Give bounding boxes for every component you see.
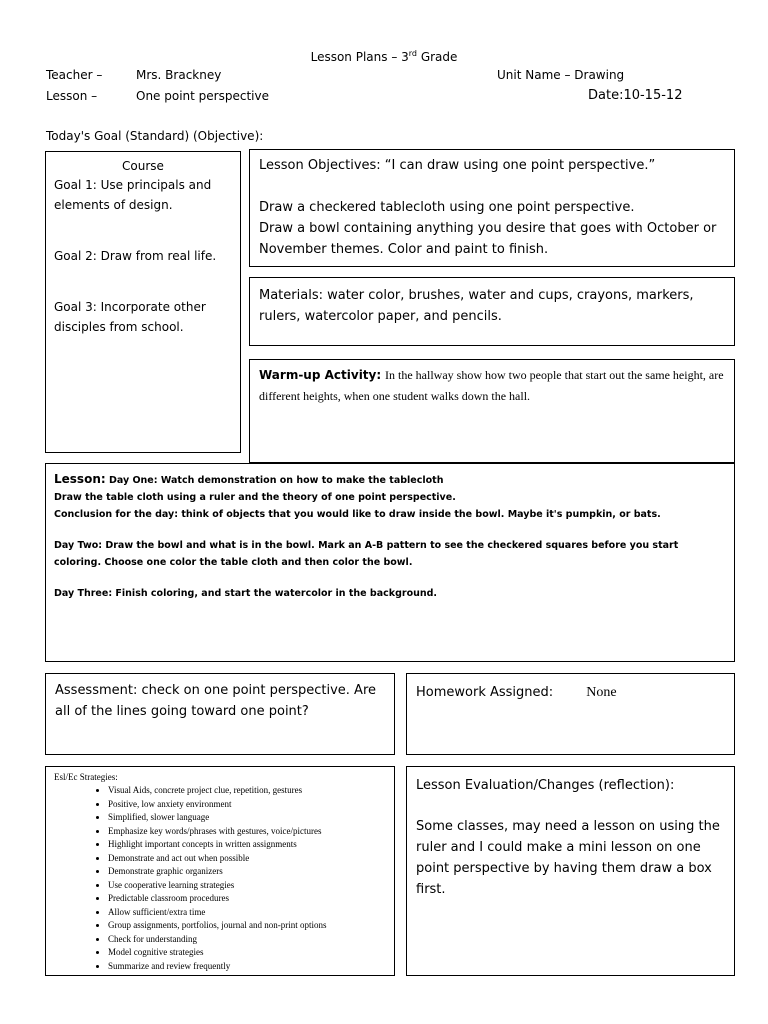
list-item: • Simplified, slower language [108,811,386,825]
warmup-text: In the hallway show how two people that start out the same height, are different heights, when one student walks down the hall. [259,368,724,403]
lesson-name: One point perspective [136,89,269,103]
list-item: • Highlight important concepts in written assignments [108,838,386,852]
title-suffix: Grade [417,50,458,64]
evaluation-heading: Lesson Evaluation/Changes (reflection): [416,778,675,793]
list-item: • Group assignments, portfolios, journal and non-print options [108,919,386,933]
teacher-name: Mrs. Brackney [136,68,222,82]
goal-1: Goal 1: Use principals and elements of design. [54,178,212,212]
title-superscript: rd [408,49,417,58]
lesson-date: Date:10-15-12 [588,88,683,103]
warmup-box [249,359,735,463]
lesson-label: Lesson: [54,472,106,486]
objectives-line-1: Draw a checkered tablecloth using one point perspective. [259,200,635,215]
list-item: • Summarize and review frequently [108,960,386,974]
list-item: • Positive, low anxiety environment [108,798,386,812]
warmup-label: Warm-up Activity: [259,368,382,382]
list-item: • Predictable classroom procedures [108,892,386,906]
lesson-day-one-b: Draw the table cloth using a ruler and the theory of one point perspective. [54,492,456,503]
list-item: • Use cooperative learning strategies [108,879,386,893]
lesson-day-two: Day Two: Draw the bowl and what is in the bowl. Mark an A-B pattern to see the checkered squares before you start coloring. Choose one color the table cloth and then color the bowl. [54,540,679,568]
lesson-day-one-text: Day One: Watch demonstration on how to make the tablecloth [108,475,444,486]
goal-2: Goal 2: Draw from real life. [54,249,217,263]
course-box [45,151,241,453]
materials-text: Materials: water color, brushes, water and cups, crayons, markers, rulers, watercolor paper, and pencils. [259,288,694,324]
list-item: • Visual Aids, concrete project clue, repetition, gestures [108,784,386,798]
course-heading: Course [122,159,164,173]
assessment-box [45,673,395,755]
homework-value: None [586,685,617,700]
strategies-box [45,766,395,976]
goal-heading: Today's Goal (Standard) (Objective): [46,129,264,143]
list-item: • Emphasize key words/phrases with gestures, voice/pictures [108,825,386,839]
list-item: • Allow sufficient/extra time [108,906,386,920]
list-item: • Demonstrate graphic organizers [108,865,386,879]
strategies-heading: Esl/Ec Strategies: [54,772,118,782]
materials-box [249,277,735,346]
title-text: Lesson Plans – 3 [310,50,409,64]
document-title [0,49,768,64]
objectives-line-2: Draw a bowl containing anything you desire that goes with October or November themes. Color and paint to finish. [259,221,717,257]
lesson-day-three: Day Three: Finish coloring, and start the watercolor in the background. [54,588,438,599]
evaluation-box [406,766,735,976]
strategies-list [54,784,386,973]
unit-name: Unit Name – Drawing [497,68,625,82]
lesson-day-one-a [54,471,726,489]
warmup-content [259,365,725,407]
list-item: • Model cognitive strategies [108,946,386,960]
teacher-label: Teacher – [46,68,103,82]
goal-3: Goal 3: Incorporate other disciples from school. [54,300,206,334]
assessment-text: Assessment: check on one point perspective. Are all of the lines going toward one point? [55,683,377,719]
lesson-day-one-c: Conclusion for the day: think of objects that you would like to draw inside the bowl. Maybe it's pumpkin, or bats. [54,509,661,520]
homework-box [406,673,735,755]
list-item: • Check for understanding [108,933,386,947]
objectives-label: Lesson Objectives: “I can draw using one point perspective.” [259,158,656,173]
objectives-box [249,149,735,267]
lesson-box [45,463,735,662]
homework-label: Homework Assigned: [416,685,554,700]
lesson-label: Lesson – [46,89,98,103]
list-item: • Demonstrate and act out when possible [108,852,386,866]
evaluation-text: Some classes, may need a lesson on using the ruler and I could make a mini lesson on one point perspective by having them draw a box first. [416,819,720,897]
